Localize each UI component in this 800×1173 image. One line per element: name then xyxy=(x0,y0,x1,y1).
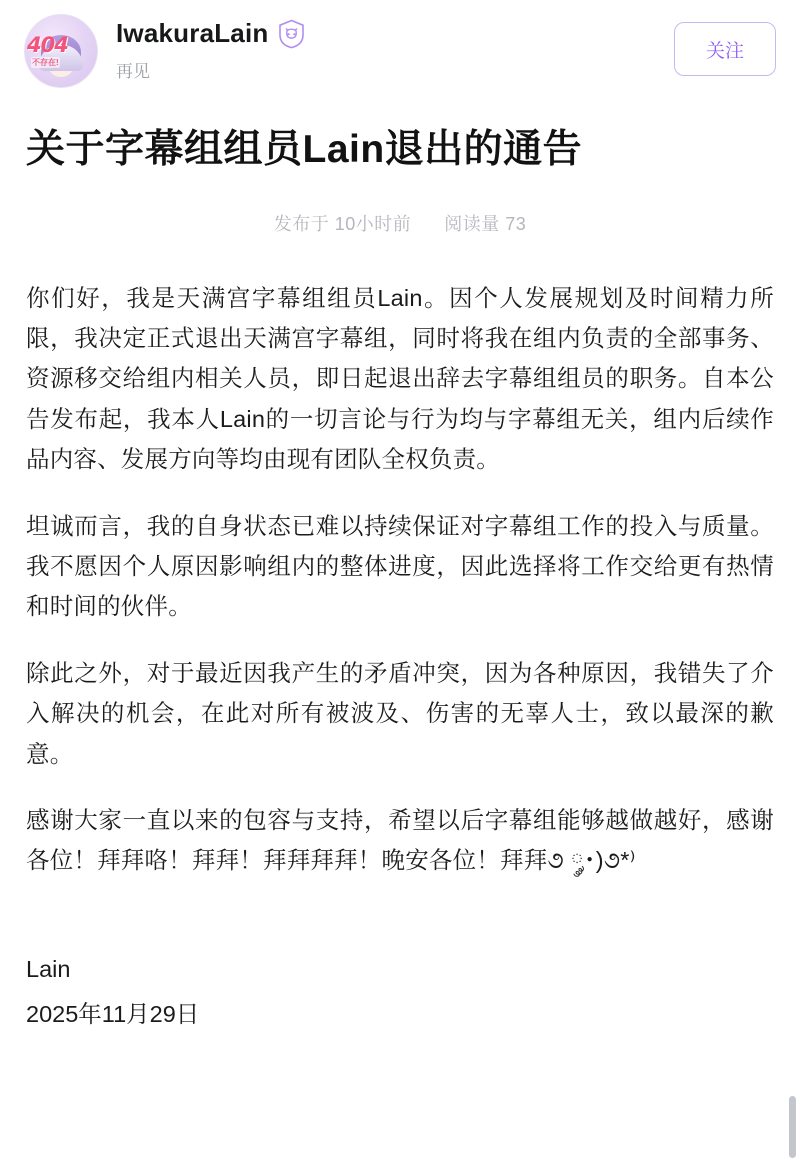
signature-name: Lain xyxy=(26,955,71,982)
article-paragraph: 感谢大家一直以来的包容与支持，希望以后字幕组能够越做越好，感谢各位！拜拜咯！拜拜！拜拜拜拜！晚安各位！拜拜૭ ༘･)૭*⁾ xyxy=(26,807,774,874)
article-paragraph: 坦诚而言，我的自身状态已难以持续保证对字幕组工作的投入与质量。我不愿因个人原因影响组内的整体进度，因此选择将工作交给更有热情和时间的伙伴。 xyxy=(26,512,774,620)
follow-button[interactable]: 关注 xyxy=(674,22,776,76)
article-body xyxy=(26,278,774,1037)
verified-fox-badge-icon xyxy=(278,19,305,49)
signature-date: 2025年11月29日 xyxy=(26,1000,200,1027)
article-meta xyxy=(26,210,774,236)
article-paragraph: 除此之外，对于最近因我产生的矛盾冲突，因为各种原因，我错失了介入解决的机会，在此对所有被波及、伤害的无辜人士，致以最深的歉意。 xyxy=(26,659,774,767)
view-count: 阅读量 73 xyxy=(444,213,527,234)
scrollbar-thumb[interactable] xyxy=(789,1096,796,1158)
avatar-404-text: 404 xyxy=(27,33,68,57)
article xyxy=(0,94,800,1036)
profile-bio: 再见 xyxy=(116,62,150,82)
profile-header xyxy=(0,0,800,94)
publish-time: 发布于 10小时前 xyxy=(273,213,412,234)
signature-block xyxy=(26,947,774,1036)
avatar-404-subtext: 不存在! xyxy=(32,58,59,67)
article-paragraph: 你们好，我是天满宫字幕组组员Lain。因个人发展规划及时间精力所限，我决定正式退出天满宫字幕组，同时将我在组内负责的全部事务、资源移交给组内相关人员，即日起退出辞去字幕组组员的职务。自本公告发布起，我本人Lain的一切言论与行为均与字幕组无关，组内后续作品内容、发展方向等均由现有团队全权负责。 xyxy=(26,284,774,473)
username[interactable]: IwakuraLain xyxy=(116,18,269,48)
article-title: 关于字幕组组员Lain退出的通告 xyxy=(26,128,583,171)
avatar[interactable] xyxy=(24,14,98,88)
